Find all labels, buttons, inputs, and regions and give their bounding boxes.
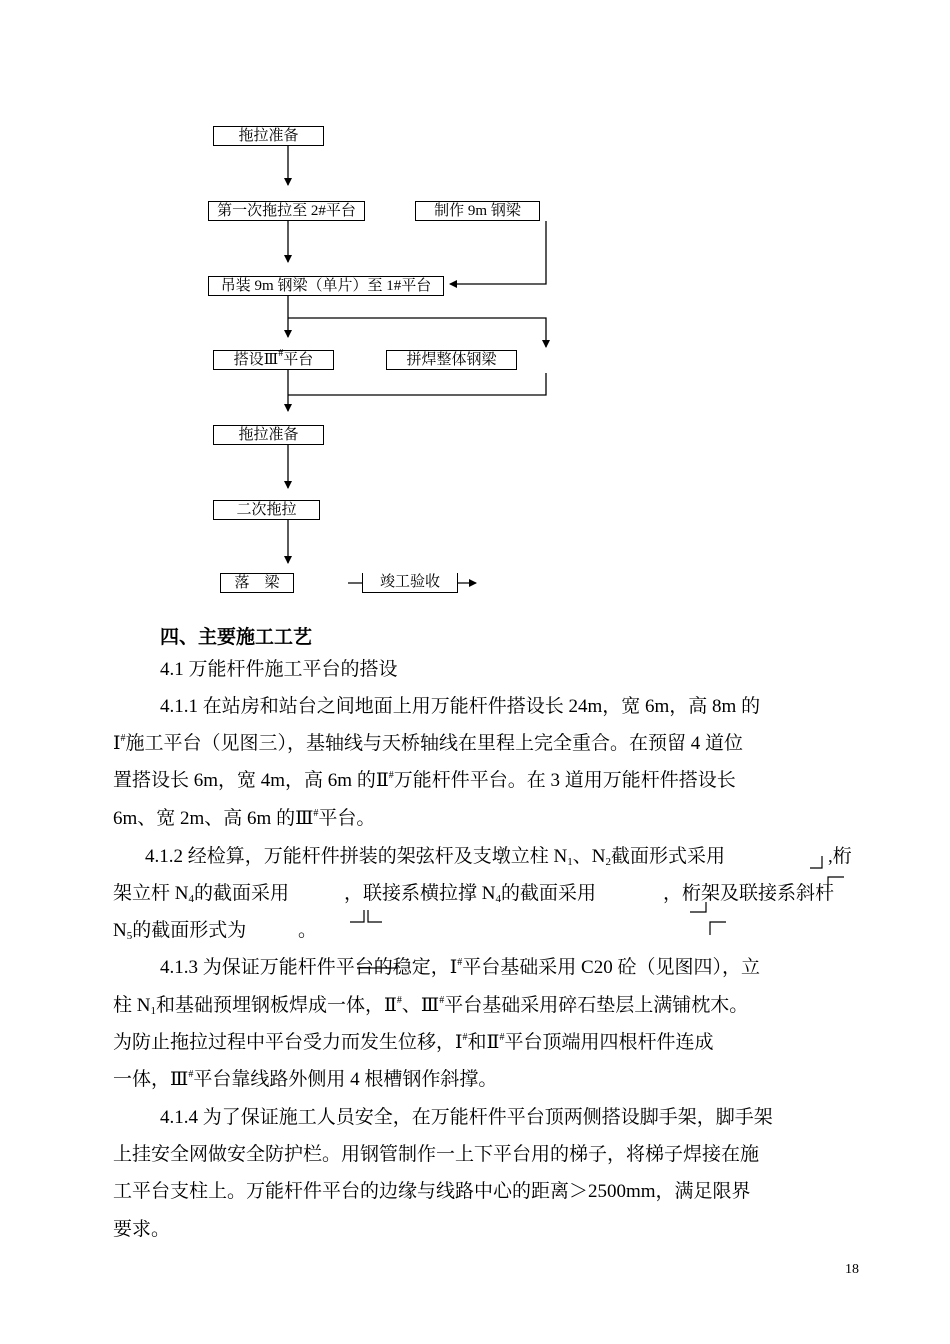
p2-line3-b: 。: [298, 920, 318, 941]
p-text: 截面形式采用: [610, 846, 725, 867]
p-text: 为防止拖拉过程中平台受力而发生位移，Ⅰ: [113, 1032, 463, 1053]
p4-line4: 要求。: [113, 1219, 171, 1240]
p4-line2: 上挂安全网做安全防护栏。用钢管制作一上下平台用的梯子，将梯子焊接在施: [113, 1144, 760, 1165]
flow-step-drag-prep: 拖拉准备: [213, 126, 324, 146]
p-text: 平台顶端用四根杆件连成: [504, 1032, 714, 1053]
p-sup: #: [396, 995, 402, 1006]
p-text: 置搭设长 6m，宽 4m，高 6m 的Ⅱ: [113, 770, 389, 791]
flow-sup: #: [278, 348, 284, 359]
p-sub: 2: [605, 856, 611, 868]
p1-line1: 4.1.1 在站房和站台之间地面上用万能杆件搭设长 24m，宽 6m，高 8m 的: [160, 696, 761, 717]
p-text: 一体，Ⅲ: [113, 1069, 189, 1090]
section-heading: 四、主要施工工艺: [160, 627, 313, 648]
p-sup: #: [388, 770, 394, 781]
p-text: 平台基础采用碎石垫层上满铺枕木。: [444, 995, 749, 1016]
flow-step-hoist-beam: 吊装 9m 钢梁（单片）至 1#平台: [208, 276, 444, 296]
p2-line1-end: ,桁: [828, 846, 852, 867]
p-text: 的截面采用: [193, 883, 289, 904]
sub-heading: 4.1 万能杆件施工平台的搭设: [160, 659, 398, 680]
flow-step-lower-beam: 落 梁: [220, 573, 294, 593]
p-text: 万能杆件平台。在 3 道用万能杆件搭设长: [393, 770, 736, 791]
flow-text: 搭设Ⅲ: [233, 352, 279, 368]
p-text: 平台。: [318, 808, 376, 829]
double-angle-symbol-b: [368, 910, 382, 922]
p-sup: #: [499, 1032, 505, 1043]
page-number: 18: [845, 1262, 859, 1277]
p-sup: #: [439, 995, 445, 1006]
angle-symbol-4: [710, 922, 726, 935]
flow-step-first-drag: 第一次拖拉至 2#平台: [208, 201, 365, 221]
p-text: N: [113, 920, 127, 941]
p-sub: 4: [188, 893, 194, 905]
p3-line2: [113, 987, 748, 1024]
p-text: 和基础预埋钢板焊成一体，Ⅱ: [155, 995, 397, 1016]
p-text: 架立杆 N: [113, 883, 189, 904]
p-text: 和Ⅱ: [467, 1032, 500, 1053]
p-text: 4.1.2 经检算，万能杆件拼装的架弦杆及支墩立柱 N: [145, 846, 568, 867]
p-sub: 1: [567, 856, 573, 868]
double-angle-symbol: [350, 910, 364, 922]
p-text: 的截面形式为: [132, 920, 247, 941]
p-text: 、Ⅲ: [401, 995, 440, 1016]
p-sup: #: [120, 733, 126, 744]
p3-line3: [113, 1024, 713, 1061]
p-text: 柱 N: [113, 995, 151, 1016]
angle-symbol-1: [810, 856, 822, 868]
p-text: 4.1.3 为保证万能杆件平台的稳定，Ⅰ: [160, 957, 458, 978]
flow-step-make-beam: 制作 9m 钢梁: [415, 201, 540, 221]
angle-symbol-2: [828, 877, 844, 889]
p3-line1: [160, 949, 760, 986]
flow-step-acceptance: 竣工验收: [362, 573, 458, 593]
angle-symbol-3: [690, 902, 706, 912]
p-text: 6m、宽 2m、高 6m 的Ⅲ: [113, 808, 314, 829]
p-text: 平台靠线路外侧用 4 根槽钢作斜撑。: [193, 1069, 498, 1090]
p2-line2-c: ，桁架及联接系斜杆: [663, 883, 835, 904]
flow-step-drag-prep-2: 拖拉准备: [213, 425, 324, 445]
p4-line3: 工平台支柱上。万能杆件平台的边缘与线路中心的距离＞2500mm，满足限界: [113, 1181, 751, 1202]
p-sup: #: [188, 1069, 194, 1080]
p-sup: #: [313, 808, 319, 819]
p-sup: #: [462, 1032, 468, 1043]
p-sub: 1: [150, 1005, 156, 1017]
p-sub: 4: [495, 893, 501, 905]
p-text: ，联接系横拉撑 N: [344, 883, 496, 904]
p3-line4: [113, 1061, 497, 1098]
p4-line1: 4.1.4 为了保证施工人员安全，在万能杆件平台顶两侧搭设脚手架，脚手架: [160, 1107, 773, 1128]
flow-step-second-drag: 二次拖拉: [213, 500, 320, 520]
flow-step-weld-beam: 拼焊整体钢梁: [386, 350, 517, 370]
p-text: Ⅰ: [113, 733, 121, 754]
p-sup: #: [457, 957, 463, 968]
p-text: 施工平台（见图三），基轴线与天桥轴线在里程上完全重合。在预留 4 道位: [125, 733, 744, 754]
flow-text: 平台: [283, 352, 314, 368]
p-text: 的截面采用: [500, 883, 596, 904]
p-text: 、N: [572, 846, 606, 867]
p-text: 平台基础采用 C20 砼（见图四），立: [462, 957, 760, 978]
p-sub: 5: [126, 930, 133, 942]
